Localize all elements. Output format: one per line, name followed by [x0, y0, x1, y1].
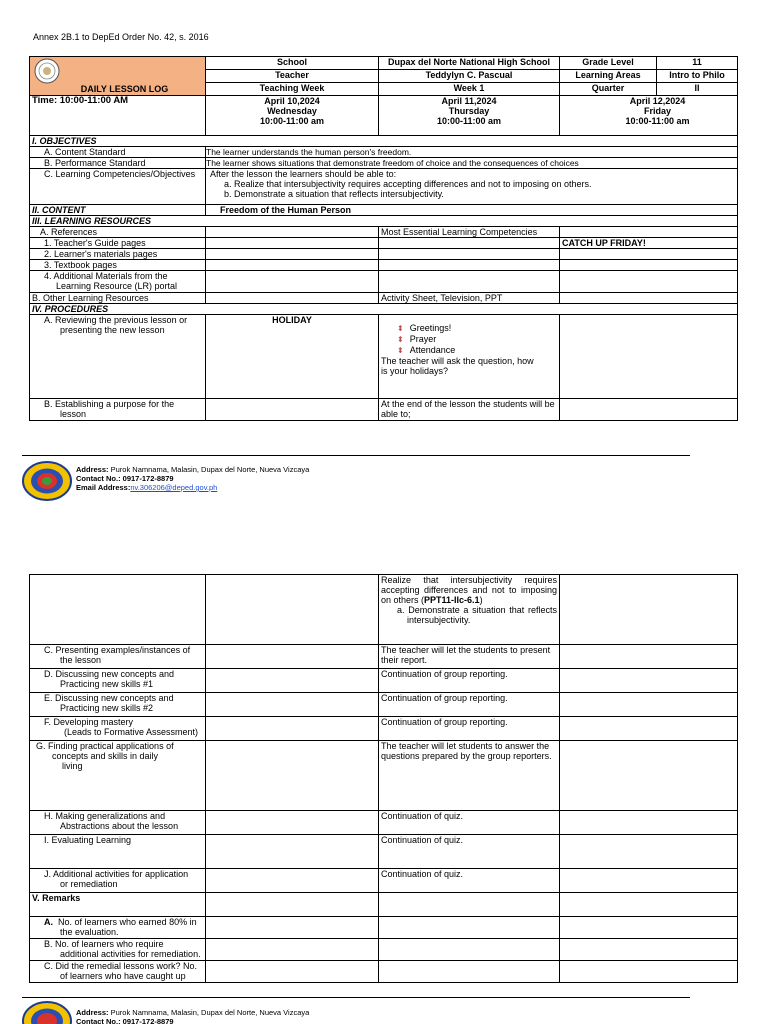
additional-materials-line2: Learning Resource (LR) portal	[56, 281, 178, 291]
prayer-item	[381, 334, 557, 345]
footer-divider	[22, 997, 690, 998]
week-value: Week 1	[379, 83, 560, 96]
prayer-text: Prayer	[409, 334, 437, 344]
lesson-log-table-page2	[29, 574, 738, 983]
procedure-f-value: Continuation of group reporting.	[379, 717, 560, 741]
time-label: Time: 10:00-11:00 AM	[32, 95, 129, 106]
remarks-a-letter: A.	[44, 917, 53, 927]
procedure-f-line1: F. Developing mastery	[44, 717, 134, 727]
procedure-a-line2: presenting the new lesson	[60, 325, 165, 335]
school-value: Dupax del Norte National High School	[379, 57, 560, 70]
time-cell	[30, 96, 206, 136]
procedure-e-line1: E. Discussing new concepts and	[44, 693, 174, 703]
procedure-e-label	[30, 693, 206, 717]
procedure-b-cont-text: Realize that intersubjectivity requires accepting differences and not to imposing on others (	[381, 575, 557, 605]
procedure-e-value: Continuation of group reporting.	[379, 693, 560, 717]
remarks-a-line2: the evaluation.	[60, 927, 119, 937]
procedure-j-value: Continuation of quiz.	[379, 869, 560, 893]
procedure-g-line2: concepts and skills in daily	[52, 751, 159, 761]
arrow-bullet-icon: ⬍	[397, 335, 404, 344]
procedure-a-label	[30, 315, 206, 399]
greetings-item	[381, 323, 557, 334]
procedure-j-line1: J. Additional activities for application	[44, 869, 189, 879]
procedure-b-line2: lesson	[60, 409, 87, 419]
procedure-a-line1: A. Reviewing the previous lesson or	[44, 315, 188, 325]
contact-label: Contact No.:	[76, 1017, 123, 1024]
teachers-guide-label: 1. Teacher's Guide pages	[30, 238, 206, 249]
competency-code: PPT11-IIc-6.1	[424, 595, 480, 605]
school-label: School	[206, 57, 379, 70]
arrow-bullet-icon: ⬍	[397, 324, 404, 333]
procedure-h-value: Continuation of quiz.	[379, 811, 560, 835]
procedure-c-value: The teacher will let the students to present their report.	[379, 645, 560, 669]
contact-label: Contact No.:	[76, 474, 123, 483]
objectives-heading: I. OBJECTIVES	[30, 136, 738, 147]
procedure-e-line2: Practicing new skills #2	[60, 703, 154, 713]
quarter-value: II	[657, 83, 738, 96]
deped-logo-icon	[32, 58, 62, 84]
competencies-intro: After the lesson the learners should be able to:	[210, 169, 397, 179]
procedures-heading: IV. PROCEDURES	[30, 304, 738, 315]
footer-address-block	[76, 465, 309, 492]
competency-code-close: )	[479, 595, 483, 605]
procedure-b-value: At the end of the lesson the students will be able to;	[379, 399, 560, 421]
day3-weekday: Friday	[643, 106, 671, 116]
teacher-value: Teddylyn C. Pascual	[379, 70, 560, 83]
email-label: Email Address:	[76, 483, 131, 492]
attendance-item	[381, 345, 557, 356]
remarks-a-line1: No. of learners who earned 80% in	[58, 917, 197, 927]
procedure-g-line1: G. Finding practical applications of	[36, 741, 174, 751]
procedure-j-label	[30, 869, 206, 893]
teacher-label: Teacher	[206, 70, 379, 83]
school-seal-icon	[22, 1001, 72, 1024]
procedure-c-label	[30, 645, 206, 669]
procedure-c-line1: C. Presenting examples/instances of	[44, 645, 191, 655]
content-heading: II. CONTENT	[30, 205, 206, 216]
areas-label: Learning Areas	[560, 70, 657, 83]
procedure-d-label	[30, 669, 206, 693]
day2-cell	[379, 96, 560, 136]
competencies-value	[206, 169, 738, 205]
procedure-h-line2: Abstractions about the lesson	[60, 821, 179, 831]
footer-divider	[22, 455, 690, 456]
daily-lesson-log-title: DAILY LESSON LOG	[80, 84, 169, 94]
procedure-h-label	[30, 811, 206, 835]
references-label: A. References	[30, 227, 206, 238]
procedure-d-line2: Practicing new skills #1	[60, 679, 154, 689]
procedure-b-continuation	[379, 575, 560, 645]
title-cell	[30, 57, 206, 96]
remarks-b-label	[30, 939, 206, 961]
quarter-label: Quarter	[560, 83, 657, 96]
footer-address-block	[76, 1008, 309, 1024]
arrow-bullet-icon: ⬍	[397, 346, 404, 355]
competencies-a: a. Realize that intersubjectivity requires accepting differences and not to imposing on others.	[224, 179, 592, 189]
grade-value: 11	[657, 57, 738, 70]
remarks-b-line2: additional activities for remediation.	[60, 949, 201, 959]
day1-time: 10:00-11:00 am	[259, 116, 325, 126]
day3-cell	[560, 96, 738, 136]
question-text: The teacher will ask the question, how is your holidays?	[381, 356, 534, 376]
contact-value: 0917-172-8879	[122, 1017, 174, 1024]
remarks-a-label	[30, 917, 206, 939]
holiday-label: HOLIDAY	[206, 315, 379, 399]
content-standard-value: The learner understands the human person's freedom.	[206, 147, 738, 158]
additional-materials-line1: 4. Additional Materials from the	[44, 271, 168, 281]
competencies-label: C. Learning Competencies/Objectives	[30, 169, 206, 205]
day1-weekday: Wednesday	[267, 106, 317, 116]
procedure-i-value: Continuation of quiz.	[379, 835, 560, 869]
other-resources-label: B. Other Learning Resources	[30, 293, 206, 304]
areas-value: Intro to Philo	[657, 70, 738, 83]
other-resources-value: Activity Sheet, Television, PPT	[379, 293, 560, 304]
lesson-log-table-page1	[29, 56, 738, 421]
address-label: Address:	[76, 1008, 109, 1017]
attendance-text: Attendance	[409, 345, 456, 355]
procedure-b-line1: B. Establishing a purpose for the	[44, 399, 175, 409]
remarks-b-line1: B. No. of learners who require	[44, 939, 164, 949]
procedure-a-value	[379, 315, 560, 399]
remarks-c-label	[30, 961, 206, 983]
email-link[interactable]: nv.306206@deped.gov.ph	[130, 483, 218, 492]
performance-standard-value: The learner shows situations that demonstrate freedom of choice and the consequences of choices	[206, 158, 738, 169]
procedure-h-line1: H. Making generalizations and	[44, 811, 166, 821]
procedure-j-line2: or remediation	[60, 879, 118, 889]
school-seal-icon	[22, 461, 72, 501]
performance-standard-label: B. Performance Standard	[30, 158, 206, 169]
additional-materials-label	[30, 271, 206, 293]
grade-label: Grade Level	[560, 57, 657, 70]
competencies-b: b. Demonstrate a situation that reflects intersubjectivity.	[224, 189, 444, 199]
procedure-f-line2: (Leads to Formative Assessment)	[64, 727, 199, 737]
remarks-c-line1: C. Did the remedial lessons work? No.	[44, 961, 198, 971]
learners-materials-label: 2. Learner's materials pages	[30, 249, 206, 260]
procedure-f-label	[30, 717, 206, 741]
week-label: Teaching Week	[206, 83, 379, 96]
annex-label: Annex 2B.1 to DepEd Order No. 42, s. 2016	[33, 32, 209, 42]
contact-value: 0917-172-8879	[122, 474, 174, 483]
footer-page2	[22, 997, 712, 1024]
procedure-b-label	[30, 399, 206, 421]
procedure-i-label: I. Evaluating Learning	[30, 835, 206, 869]
address-value: Purok Namnama, Malasin, Dupax del Norte, Nueva Vizcaya	[108, 1008, 310, 1017]
footer-page1	[22, 455, 712, 505]
day1-cell	[206, 96, 379, 136]
day2-date: April 11,2024	[441, 96, 497, 106]
procedure-d-line1: D. Discussing new concepts and	[44, 669, 175, 679]
procedure-b-cont-a: a. Demonstrate a situation that reflects intersubjectivity.	[397, 605, 557, 625]
procedure-g-value: The teacher will let students to answer the questions prepared by the group reporters.	[379, 741, 560, 811]
greetings-text: Greetings!	[409, 323, 452, 333]
content-standard-label: A. Content Standard	[30, 147, 206, 158]
remarks-c-line2: of learners who have caught up	[60, 971, 186, 981]
procedure-c-line2: the lesson	[60, 655, 102, 665]
catch-up-friday: CATCH UP FRIDAY!	[560, 238, 738, 249]
procedure-d-value: Continuation of group reporting.	[379, 669, 560, 693]
references-value: Most Essential Learning Competencies	[379, 227, 560, 238]
textbook-label: 3. Textbook pages	[30, 260, 206, 271]
day3-time: 10:00-11:00 am	[625, 116, 690, 126]
address-label: Address:	[76, 465, 109, 474]
address-value: Purok Namnama, Malasin, Dupax del Norte, Nueva Vizcaya	[108, 465, 310, 474]
procedure-g-label	[30, 741, 206, 811]
resources-heading: III. LEARNING RESOURCES	[30, 216, 738, 227]
remarks-heading: V. Remarks	[30, 893, 206, 917]
day1-date: April 10,2024	[264, 96, 320, 106]
day2-time: 10:00-11:00 am	[436, 116, 502, 126]
day2-weekday: Thursday	[448, 106, 490, 116]
content-value: Freedom of the Human Person	[206, 205, 738, 216]
procedure-g-line3: living	[62, 761, 83, 771]
day3-date: April 12,2024	[629, 96, 686, 106]
